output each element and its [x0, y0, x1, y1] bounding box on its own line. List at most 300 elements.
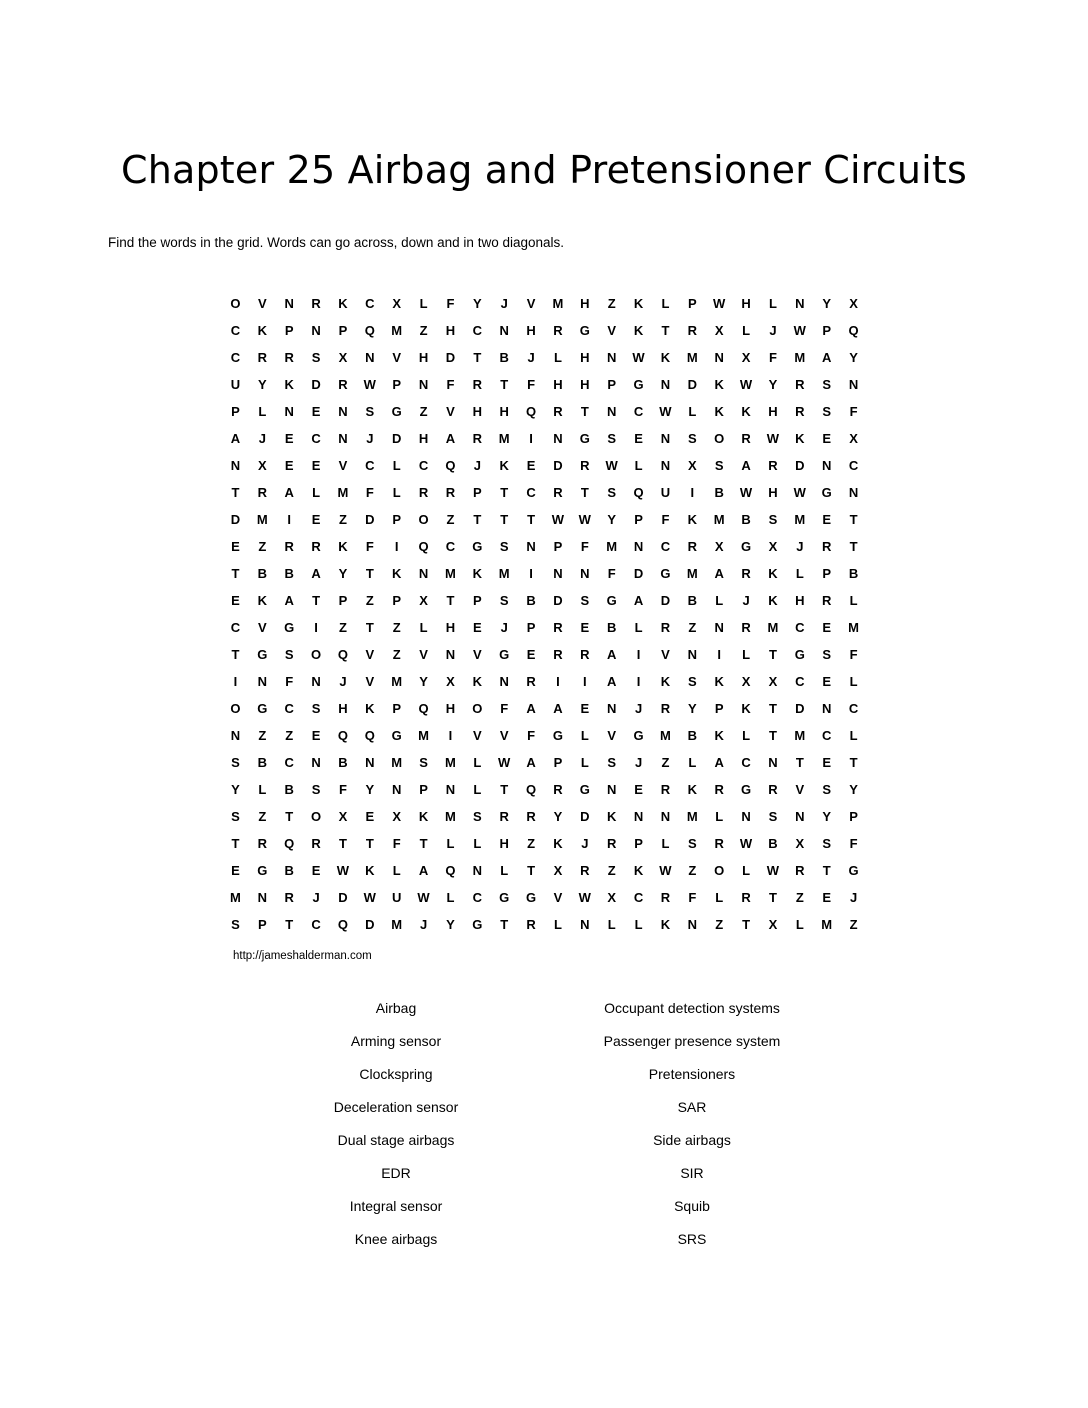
grid-letter: I	[690, 485, 695, 500]
grid-letter: M	[767, 620, 779, 635]
grid-letter: P	[822, 323, 832, 338]
grid-letter: R	[821, 539, 832, 554]
grid-letter: C	[848, 701, 859, 716]
grid-letter: G	[499, 647, 510, 662]
grid-row	[222, 479, 867, 506]
grid-letter: S	[607, 755, 617, 770]
grid-letter: R	[472, 377, 482, 392]
grid-letter: S	[472, 809, 482, 824]
grid-letter: K	[553, 836, 563, 851]
grid-letter: L	[258, 782, 267, 797]
grid-letter: N	[606, 701, 617, 716]
grid-letter: N	[257, 674, 267, 689]
grid-letter: L	[795, 917, 804, 932]
grid-letter: P	[714, 701, 724, 716]
grid-row	[222, 641, 867, 668]
grid-letter: R	[311, 296, 321, 311]
grid-letter: J	[500, 296, 508, 311]
grid-letter: F	[338, 782, 347, 797]
grid-letter: E	[284, 458, 294, 473]
grid-letter: S	[822, 782, 832, 797]
grid-row	[222, 452, 867, 479]
grid-letter: D	[553, 593, 563, 608]
grid-letter: V	[446, 404, 455, 419]
grid-letter: K	[714, 728, 724, 743]
grid-letter: L	[768, 296, 777, 311]
grid-letter: C	[445, 539, 456, 554]
grid-letter: R	[714, 836, 724, 851]
grid-letter: R	[553, 782, 563, 797]
grid-letter: Z	[258, 539, 267, 554]
grid-letter: R	[472, 431, 482, 446]
grid-letter: Z	[527, 836, 536, 851]
grid-letter: P	[284, 323, 294, 338]
grid-letter: X	[338, 809, 348, 824]
grid-row	[222, 614, 867, 641]
grid-letter: R	[741, 620, 751, 635]
grid-letter: H	[553, 377, 563, 392]
grid-letter: F	[849, 836, 858, 851]
grid-letter: N	[365, 755, 375, 770]
grid-letter: C	[795, 674, 805, 689]
grid-letter: R	[445, 485, 456, 500]
grid-letter: C	[633, 890, 644, 905]
grid-letter: Z	[849, 917, 858, 932]
grid-letter: S	[768, 512, 778, 527]
grid-letter: A	[526, 701, 536, 716]
grid-letter: E	[580, 620, 590, 635]
grid-letter: O	[311, 647, 322, 662]
grid-letter: R	[553, 647, 563, 662]
grid-letter: D	[230, 512, 241, 527]
grid-letter: K	[795, 431, 805, 446]
grid-letter: K	[633, 323, 644, 338]
grid-letter: Z	[258, 809, 267, 824]
grid-letter: B	[257, 566, 267, 581]
grid-letter: T	[419, 836, 428, 851]
grid-letter: X	[714, 539, 724, 554]
grid-letter: M	[713, 512, 725, 527]
grid-letter: K	[365, 863, 375, 878]
grid-letter: K	[741, 404, 751, 419]
grid-letter: S	[311, 350, 321, 365]
word-list-item: Knee airbags	[354, 1231, 438, 1247]
word-list-item: SIR	[680, 1165, 704, 1181]
grid-letter: W	[793, 323, 806, 338]
grid-letter: M	[391, 674, 403, 689]
grid-letter: Y	[257, 377, 267, 392]
grid-letter: B	[284, 566, 294, 581]
grid-letter: E	[311, 512, 321, 527]
grid-letter: B	[284, 782, 294, 797]
grid-letter: Q	[445, 458, 456, 473]
grid-letter: X	[392, 296, 402, 311]
grid-letter: E	[231, 539, 240, 554]
grid-letter: W	[363, 377, 376, 392]
grid-letter: T	[580, 485, 589, 500]
grid-letter: S	[822, 836, 832, 851]
grid-letter: W	[363, 890, 376, 905]
grid-letter: Y	[231, 782, 240, 797]
grid-letter: U	[230, 377, 241, 392]
grid-letter: R	[526, 674, 536, 689]
grid-letter: N	[633, 539, 644, 554]
grid-letter: D	[795, 458, 805, 473]
grid-letter: W	[739, 836, 753, 851]
grid-letter: S	[231, 809, 240, 824]
grid-letter: O	[311, 809, 322, 824]
grid-letter: R	[526, 809, 536, 824]
grid-letter: R	[580, 863, 590, 878]
grid-letter: W	[659, 863, 672, 878]
grid-letter: W	[578, 890, 591, 905]
grid-letter: S	[822, 647, 832, 662]
grid-letter: J	[312, 890, 320, 905]
grid-letter: G	[741, 539, 752, 554]
grid-letter: A	[821, 350, 832, 365]
word-list-item: SRS	[677, 1231, 707, 1247]
grid-letter: N	[606, 782, 617, 797]
grid-letter: N	[553, 431, 563, 446]
word-list-item: Integral sensor	[349, 1198, 443, 1214]
grid-letter: C	[230, 620, 241, 635]
word-list-item: Passenger presence system	[603, 1033, 781, 1049]
grid-letter: F	[607, 566, 616, 581]
grid-letter: L	[392, 485, 401, 500]
grid-letter: X	[849, 431, 858, 446]
grid-letter: L	[392, 863, 401, 878]
grid-letter: K	[633, 863, 644, 878]
grid-letter: L	[634, 458, 643, 473]
grid-letter: E	[822, 674, 832, 689]
grid-letter: R	[660, 782, 671, 797]
grid-letter: P	[687, 296, 697, 311]
grid-letter: G	[284, 620, 295, 635]
grid-letter: Y	[822, 809, 832, 824]
grid-letter: U	[660, 485, 671, 500]
grid-letter: F	[446, 377, 455, 392]
grid-letter: Z	[688, 620, 697, 635]
grid-letter: N	[687, 917, 697, 932]
grid-letter: H	[418, 350, 429, 365]
grid-letter: H	[445, 620, 456, 635]
grid-letter: G	[472, 917, 483, 932]
grid-letter: P	[231, 404, 240, 419]
grid-letter: N	[606, 350, 617, 365]
grid-letter: K	[472, 566, 482, 581]
grid-letter: R	[311, 836, 321, 851]
grid-letter: D	[660, 593, 671, 608]
grid-letter: C	[848, 458, 859, 473]
grid-letter: N	[445, 647, 456, 662]
grid-letter: Z	[419, 323, 428, 338]
grid-letter: W	[766, 863, 780, 878]
grid-letter: N	[230, 458, 241, 473]
grid-letter: E	[634, 782, 643, 797]
grid-letter: L	[580, 755, 589, 770]
grid-letter: P	[526, 620, 536, 635]
grid-letter: K	[418, 809, 429, 824]
grid-letter: L	[795, 566, 804, 581]
grid-letter: W	[336, 863, 350, 878]
grid-letter: K	[338, 296, 348, 311]
grid-letter: L	[661, 296, 670, 311]
grid-letter: R	[741, 431, 751, 446]
grid-letter: S	[499, 539, 509, 554]
grid-letter: E	[472, 620, 482, 635]
grid-letter: Q	[418, 701, 429, 716]
grid-letter: K	[687, 512, 697, 527]
grid-letter: V	[472, 647, 482, 662]
grid-letter: R	[741, 566, 751, 581]
grid-letter: T	[500, 917, 509, 932]
grid-letter: Z	[392, 647, 401, 662]
grid-row	[222, 668, 867, 695]
grid-letter: R	[741, 890, 751, 905]
grid-letter: N	[660, 809, 671, 824]
grid-letter: H	[768, 404, 778, 419]
grid-letter: P	[419, 782, 428, 797]
grid-letter: E	[822, 431, 832, 446]
grid-letter: Q	[526, 404, 537, 419]
grid-row	[222, 857, 867, 884]
grid-letter: O	[418, 512, 429, 527]
grid-letter: M	[794, 728, 806, 743]
grid-letter: N	[418, 377, 429, 392]
grid-letter: P	[392, 512, 402, 527]
word-list-item: SAR	[677, 1099, 707, 1115]
grid-letter: I	[448, 728, 453, 743]
grid-letter: T	[500, 512, 509, 527]
grid-letter: Y	[768, 377, 778, 392]
grid-letter: L	[715, 809, 724, 824]
grid-letter: W	[551, 512, 565, 527]
grid-letter: G	[606, 593, 617, 608]
grid-letter: N	[795, 809, 805, 824]
grid-letter: A	[445, 431, 456, 446]
grid-letter: K	[284, 377, 294, 392]
grid-letter: C	[365, 296, 375, 311]
word-list-item: Occupant detection systems	[604, 1000, 780, 1016]
grid-letter: P	[822, 566, 832, 581]
grid-letter: S	[687, 431, 697, 446]
grid-letter: N	[687, 647, 697, 662]
grid-letter: L	[500, 863, 509, 878]
grid-letter: N	[284, 296, 294, 311]
grid-letter: Y	[553, 809, 563, 824]
grid-letter: N	[848, 485, 859, 500]
grid-letter: E	[526, 458, 536, 473]
grid-letter: O	[230, 296, 241, 311]
grid-letter: H	[526, 323, 536, 338]
grid-letter: L	[580, 728, 589, 743]
grid-letter: D	[795, 701, 805, 716]
grid-letter: X	[849, 296, 858, 311]
grid-letter: E	[822, 755, 832, 770]
grid-letter: T	[500, 485, 509, 500]
grid-letter: T	[849, 512, 858, 527]
grid-letter: S	[714, 458, 724, 473]
grid-letter: A	[741, 458, 751, 473]
grid-letter: C	[284, 701, 294, 716]
grid-row	[222, 722, 867, 749]
grid-letter: B	[526, 593, 536, 608]
grid-letter: T	[285, 917, 294, 932]
grid-letter: J	[849, 890, 858, 905]
grid-letter: M	[445, 809, 456, 824]
grid-letter: M	[794, 350, 806, 365]
grid-letter: S	[365, 404, 375, 419]
grid-letter: N	[311, 755, 321, 770]
grid-letter: H	[580, 350, 590, 365]
grid-letter: N	[338, 431, 348, 446]
grid-letter: M	[821, 917, 833, 932]
grid-letter: R	[660, 620, 671, 635]
grid-letter: C	[472, 323, 482, 338]
grid-letter: T	[768, 647, 777, 662]
source-url[interactable]: http://jameshalderman.com	[233, 950, 372, 962]
grid-letter: H	[499, 404, 509, 419]
grid-row	[222, 398, 867, 425]
grid-letter: K	[499, 458, 509, 473]
grid-letter: C	[230, 350, 241, 365]
grid-letter: R	[553, 404, 563, 419]
grid-letter: T	[661, 323, 670, 338]
grid-letter: E	[526, 647, 536, 662]
grid-letter: T	[365, 566, 374, 581]
grid-letter: Y	[687, 701, 697, 716]
grid-letter: D	[553, 458, 563, 473]
grid-letter: V	[661, 647, 670, 662]
word-list-item: Pretensioners	[648, 1066, 736, 1082]
grid-letter: C	[311, 917, 321, 932]
word-list-item: Airbag	[375, 1000, 417, 1016]
grid-letter: J	[366, 431, 374, 446]
grid-row	[222, 506, 867, 533]
grid-letter: O	[472, 701, 483, 716]
grid-letter: N	[365, 350, 375, 365]
grid-letter: A	[633, 593, 644, 608]
grid-letter: T	[822, 863, 831, 878]
grid-letter: C	[633, 404, 644, 419]
grid-letter: F	[285, 674, 294, 689]
grid-letter: J	[742, 593, 750, 608]
grid-letter: Q	[418, 539, 429, 554]
grid-letter: A	[714, 755, 724, 770]
grid-letter: Z	[446, 512, 455, 527]
grid-letter: L	[312, 485, 321, 500]
grid-letter: Y	[472, 296, 482, 311]
grid-letter: K	[365, 701, 375, 716]
grid-letter: E	[284, 431, 294, 446]
grid-letter: T	[365, 620, 374, 635]
grid-letter: N	[714, 620, 724, 635]
grid-letter: L	[742, 863, 751, 878]
grid-letter: T	[231, 566, 240, 581]
grid-letter: T	[500, 377, 509, 392]
grid-letter: P	[257, 917, 267, 932]
grid-letter: S	[822, 404, 832, 419]
grid-letter: L	[446, 836, 455, 851]
grid-letter: B	[499, 350, 509, 365]
grid-letter: W	[659, 404, 672, 419]
grid-letter: Y	[419, 674, 428, 689]
grid-letter: E	[231, 593, 240, 608]
grid-letter: G	[794, 647, 805, 662]
grid-letter: G	[579, 782, 590, 797]
grid-letter: G	[741, 782, 752, 797]
word-list-item: Arming sensor	[350, 1033, 442, 1049]
grid-letter: L	[715, 593, 724, 608]
grid-letter: E	[822, 512, 832, 527]
grid-letter: F	[849, 404, 858, 419]
grid-letter: N	[445, 782, 456, 797]
grid-letter: X	[257, 458, 267, 473]
grid-letter: G	[579, 431, 590, 446]
grid-row	[222, 587, 867, 614]
grid-letter: N	[391, 782, 402, 797]
grid-letter: Z	[419, 404, 428, 419]
grid-row	[222, 776, 867, 803]
grid-letter: L	[553, 350, 562, 365]
grid-row	[222, 290, 867, 317]
grid-letter: P	[607, 377, 617, 392]
grid-letter: M	[256, 512, 268, 527]
grid-letter: C	[418, 458, 429, 473]
grid-letter: M	[391, 917, 403, 932]
grid-letter: L	[688, 755, 697, 770]
grid-letter: E	[311, 728, 321, 743]
grid-letter: A	[311, 566, 321, 581]
grid-letter: N	[821, 701, 832, 716]
grid-letter: G	[391, 728, 402, 743]
grid-letter: F	[849, 647, 858, 662]
grid-letter: X	[795, 836, 805, 851]
grid-letter: M	[686, 566, 698, 581]
grid-letter: M	[498, 431, 510, 446]
grid-letter: R	[714, 782, 724, 797]
grid-letter: X	[741, 674, 751, 689]
grid-letter: M	[445, 755, 456, 770]
grid-letter: X	[446, 674, 455, 689]
grid-letter: H	[580, 296, 590, 311]
grid-letter: D	[391, 431, 402, 446]
grid-letter: R	[257, 485, 267, 500]
grid-letter: C	[660, 539, 671, 554]
grid-letter: Z	[338, 512, 347, 527]
grid-letter: N	[848, 377, 859, 392]
grid-letter: C	[311, 431, 321, 446]
grid-letter: N	[633, 809, 644, 824]
grid-letter: Z	[338, 620, 347, 635]
grid-letter: R	[526, 917, 536, 932]
grid-letter: E	[822, 890, 832, 905]
grid-letter: M	[337, 485, 349, 500]
grid-letter: L	[849, 674, 858, 689]
grid-letter: Z	[285, 728, 294, 743]
grid-letter: J	[500, 620, 508, 635]
grid-letter: R	[821, 593, 832, 608]
grid-letter: T	[742, 917, 751, 932]
grid-letter: I	[583, 674, 587, 689]
grid-letter: Z	[607, 863, 616, 878]
grid-letter: K	[472, 674, 482, 689]
grid-letter: M	[391, 323, 403, 338]
grid-letter: L	[715, 890, 724, 905]
grid-letter: G	[579, 323, 590, 338]
grid-letter: O	[714, 863, 725, 878]
grid-letter: N	[821, 458, 832, 473]
